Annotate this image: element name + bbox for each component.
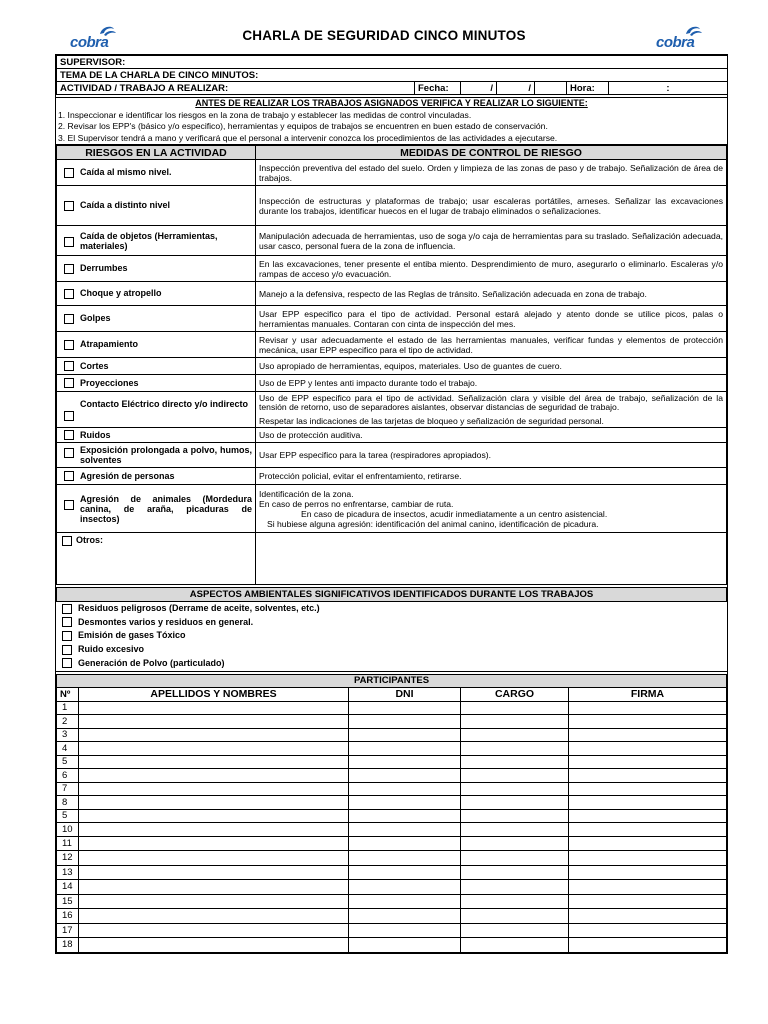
env-item: Generación de Polvo (particulado) bbox=[78, 657, 225, 668]
header-table bbox=[56, 55, 728, 95]
participant-name-field[interactable] bbox=[79, 701, 349, 715]
participant-dni-field[interactable] bbox=[349, 909, 461, 924]
participant-dni-field[interactable] bbox=[349, 701, 461, 715]
risk-row: Exposición prolongada a polvo, humos, solventes bbox=[57, 443, 256, 468]
participant-row bbox=[57, 909, 727, 924]
participant-name-field[interactable] bbox=[79, 894, 349, 909]
participant-rows bbox=[57, 701, 727, 952]
risk-row: Derrumbes bbox=[57, 256, 256, 282]
participant-number: 1 bbox=[57, 701, 79, 715]
participant-row bbox=[57, 728, 727, 742]
participant-firma-field[interactable] bbox=[569, 715, 727, 729]
participant-row bbox=[57, 865, 727, 880]
tema-field[interactable]: TEMA DE LA CHARLA DE CINCO MINUTOS: bbox=[57, 69, 728, 82]
fecha-label: Fecha: bbox=[415, 82, 461, 95]
risk-row: Caída a distinto nivel bbox=[57, 186, 256, 226]
participant-number: 12 bbox=[57, 851, 79, 866]
supervisor-field[interactable]: SUPERVISOR: bbox=[57, 56, 728, 69]
env-checkbox[interactable] bbox=[62, 658, 72, 668]
participant-cargo-field[interactable] bbox=[461, 938, 569, 953]
participant-cargo-field[interactable] bbox=[461, 809, 569, 823]
participant-firma-field[interactable] bbox=[569, 823, 727, 837]
risk-checkbox[interactable] bbox=[64, 289, 74, 299]
medidas-header: MEDIDAS DE CONTROL DE RIESGO bbox=[256, 146, 727, 160]
participant-number: 5 bbox=[57, 809, 79, 823]
participant-firma-field[interactable] bbox=[569, 742, 727, 756]
participant-number: 18 bbox=[57, 938, 79, 953]
participant-dni-field[interactable] bbox=[349, 851, 461, 866]
participant-dni-field[interactable] bbox=[349, 923, 461, 938]
riesgos-header: RIESGOS EN LA ACTIVIDAD bbox=[57, 146, 256, 160]
participant-name-field[interactable] bbox=[79, 796, 349, 810]
ambientales-list bbox=[56, 602, 727, 672]
participant-row bbox=[57, 769, 727, 783]
risk-measure: Revisar y usar adecuadamente el estado de las herramientas manuales, verificar fundas y elementos de protección mecánica, usar EPP especifico para el tipo de actividad. bbox=[256, 332, 727, 358]
risk-checkbox[interactable] bbox=[64, 500, 74, 510]
participant-cargo-field[interactable] bbox=[461, 742, 569, 756]
participant-number: 13 bbox=[57, 865, 79, 880]
participant-dni-field[interactable] bbox=[349, 836, 461, 851]
participant-name-field[interactable] bbox=[79, 823, 349, 837]
participant-cargo-field[interactable] bbox=[461, 728, 569, 742]
participant-cargo-field[interactable] bbox=[461, 865, 569, 880]
risk-measure: Manipulación adecuada de herramientas, uso de soga y/o caja de herramientas para su traslado. Señalización adecuada, usar casco, personal fuera de la zona de influencia. bbox=[256, 226, 727, 256]
participant-cargo-field[interactable] bbox=[461, 782, 569, 796]
risk-row: Ruidos bbox=[57, 428, 256, 443]
risk-checkbox[interactable] bbox=[64, 430, 74, 440]
risk-measure: Uso de EPP especifico para el tipo de actividad. Señalización clara y visible del área de trabajo, señalización de la tensión de retorno, uso de separadores aislantes, observar distancias de seguridad de trabajo. Respetar las indicaciones de las tarjetas de bloqueo y señalización de seguridad personal. bbox=[256, 392, 727, 428]
col-apellidos: APELLIDOS Y NOMBRES bbox=[79, 688, 349, 702]
participant-row bbox=[57, 742, 727, 756]
risk-row: Caída de objetos (Herramientas, materiales) bbox=[57, 226, 256, 256]
participant-cargo-field[interactable] bbox=[461, 923, 569, 938]
participant-name-field[interactable] bbox=[79, 865, 349, 880]
antes-item: 3. El Supervisor tendrá a mano y verificará que el personal a intervenir conozca los procedimientos de las actividades a ejecutarse. bbox=[58, 132, 558, 143]
participant-number: 2 bbox=[57, 715, 79, 729]
participant-name-field[interactable] bbox=[79, 755, 349, 769]
participant-dni-field[interactable] bbox=[349, 715, 461, 729]
env-item: Ruido excesivo bbox=[78, 644, 145, 655]
participant-row bbox=[57, 796, 727, 810]
participant-dni-field[interactable] bbox=[349, 809, 461, 823]
participantes-table bbox=[56, 674, 727, 953]
participant-name-field[interactable] bbox=[79, 728, 349, 742]
participant-firma-field[interactable] bbox=[569, 865, 727, 880]
participant-dni-field[interactable] bbox=[349, 823, 461, 837]
participant-number: 6 bbox=[57, 769, 79, 783]
cobra-wordmark: cobra bbox=[70, 34, 109, 51]
participant-cargo-field[interactable] bbox=[461, 894, 569, 909]
participant-row bbox=[57, 880, 727, 895]
safety-talk-form bbox=[55, 54, 728, 954]
participant-cargo-field[interactable] bbox=[461, 909, 569, 924]
participant-dni-field[interactable] bbox=[349, 782, 461, 796]
participant-number: 3 bbox=[57, 728, 79, 742]
risk-checkbox[interactable] bbox=[64, 201, 74, 211]
participant-number: 7 bbox=[57, 782, 79, 796]
participant-dni-field[interactable] bbox=[349, 865, 461, 880]
participant-firma-field[interactable] bbox=[569, 755, 727, 769]
col-cargo: CARGO bbox=[461, 688, 569, 702]
risk-checkbox[interactable] bbox=[64, 237, 74, 247]
participant-name-field[interactable] bbox=[79, 909, 349, 924]
env-checkbox[interactable] bbox=[62, 604, 72, 614]
risk-measure: Identificación de la zona. En caso de perros no enfrentarse, cambiar de ruta. En caso de picadura de insectos, acudir inmediatamente a un centro asistencial. Si hubiese alguna agresión: identificación del animal canino, identificación de picadura. bbox=[256, 485, 727, 533]
risk-measure: Uso de protección auditiva. bbox=[256, 428, 727, 443]
risk-checkbox[interactable] bbox=[64, 168, 74, 178]
participant-number: 17 bbox=[57, 923, 79, 938]
participant-cargo-field[interactable] bbox=[461, 851, 569, 866]
actividad-field[interactable]: ACTIVIDAD / TRABAJO A REALIZAR: bbox=[57, 82, 415, 95]
participant-number: 8 bbox=[57, 796, 79, 810]
risk-row: Choque y atropello bbox=[57, 282, 256, 306]
risk-measure: En las excavaciones, tener presente el entiba miento. Desprendimiento de muro, asegurarlo o eliminarlo. Escaleras y/o rampas de acceso y/o evacuación. bbox=[256, 256, 727, 282]
participant-number: 14 bbox=[57, 880, 79, 895]
risk-measure: Manejo a la defensiva, respecto de las Reglas de tránsito. Señalización adecuada en zona de trabajo. bbox=[256, 282, 727, 306]
risk-checkbox[interactable] bbox=[64, 411, 74, 421]
otros-measure-field[interactable] bbox=[256, 533, 727, 585]
risk-checkbox[interactable] bbox=[64, 471, 74, 481]
antes-section bbox=[56, 97, 727, 145]
col-dni: DNI bbox=[349, 688, 461, 702]
antes-title: ANTES DE REALIZAR LOS TRABAJOS ASIGNADOS VERIFICA Y REALIZAR LO SIGUIENTE: bbox=[195, 98, 588, 108]
participant-firma-field[interactable] bbox=[569, 880, 727, 895]
participant-name-field[interactable] bbox=[79, 742, 349, 756]
riesgos-table bbox=[56, 145, 727, 585]
participant-name-field[interactable] bbox=[79, 782, 349, 796]
participant-dni-field[interactable] bbox=[349, 769, 461, 783]
participant-cargo-field[interactable] bbox=[461, 715, 569, 729]
env-item: Emisión de gases Tóxico bbox=[78, 630, 186, 641]
fecha-day-field[interactable]: / bbox=[461, 82, 497, 95]
participant-firma-field[interactable] bbox=[569, 894, 727, 909]
risk-measure: Usar EPP especifico para el tipo de actividad. Personal estará alejado y atento donde se utilice picos, palas o herramientas manuales. Contaran con cinta de inspección del mes. bbox=[256, 306, 727, 332]
participant-number: 10 bbox=[57, 823, 79, 837]
participant-row bbox=[57, 701, 727, 715]
risk-row: Agresión de personas bbox=[57, 468, 256, 485]
participant-cargo-field[interactable] bbox=[461, 836, 569, 851]
hora-field[interactable]: : bbox=[609, 82, 728, 95]
participant-name-field[interactable] bbox=[79, 938, 349, 953]
participant-firma-field[interactable] bbox=[569, 836, 727, 851]
participant-number: 11 bbox=[57, 836, 79, 851]
risk-measure: Uso apropiado de herramientas, equipos, materiales. Uso de guantes de cuero. bbox=[256, 358, 727, 375]
participant-firma-field[interactable] bbox=[569, 769, 727, 783]
participant-number: 4 bbox=[57, 742, 79, 756]
participant-name-field[interactable] bbox=[79, 880, 349, 895]
participant-firma-field[interactable] bbox=[569, 796, 727, 810]
participant-row bbox=[57, 823, 727, 837]
participant-cargo-field[interactable] bbox=[461, 755, 569, 769]
risk-checkbox[interactable] bbox=[62, 536, 72, 546]
risk-measure: Inspección de estructuras y plataformas de trabajo; usar escaleras portátiles, arneses. Señalizar las excavaciones durante los trabajos, identificar huecos en el lugar de trabajo eliminados o señalizaciones. bbox=[256, 186, 727, 226]
participant-name-field[interactable] bbox=[79, 715, 349, 729]
risk-checkbox[interactable] bbox=[64, 314, 74, 324]
risk-checkbox[interactable] bbox=[64, 448, 74, 458]
risk-measure: Uso de EPP y lentes anti impacto durante todo el trabajo. bbox=[256, 375, 727, 392]
participant-cargo-field[interactable] bbox=[461, 880, 569, 895]
participant-row bbox=[57, 923, 727, 938]
participant-name-field[interactable] bbox=[79, 769, 349, 783]
participant-dni-field[interactable] bbox=[349, 894, 461, 909]
participant-name-field[interactable] bbox=[79, 923, 349, 938]
participant-row bbox=[57, 809, 727, 823]
participantes-title: PARTICIPANTES bbox=[57, 674, 727, 688]
env-item: Desmontes varios y residuos en general. bbox=[78, 616, 254, 627]
participant-row bbox=[57, 715, 727, 729]
risk-row: Otros: bbox=[57, 533, 256, 585]
participant-row bbox=[57, 782, 727, 796]
participant-firma-field[interactable] bbox=[569, 909, 727, 924]
risk-row: Agresión de animales (Mordedura canina, de araña, picaduras de insectos) bbox=[57, 485, 256, 533]
participant-name-field[interactable] bbox=[79, 836, 349, 851]
participant-row bbox=[57, 836, 727, 851]
ambientales-table bbox=[56, 587, 727, 602]
risk-checkbox[interactable] bbox=[64, 264, 74, 274]
participant-firma-field[interactable] bbox=[569, 923, 727, 938]
participant-firma-field[interactable] bbox=[569, 851, 727, 866]
antes-item: 2. Revisar los EPP's (básico y/o especifico), herramientas y equipos de trabajos se encuentren en buen estado de conservación. bbox=[58, 121, 548, 131]
participant-row bbox=[57, 755, 727, 769]
ambientales-title: ASPECTOS AMBIENTALES SIGNIFICATIVOS IDENTIFICADOS DURANTE LOS TRABAJOS bbox=[57, 588, 727, 602]
risk-measure: Usar EPP especifico para la tarea (respiradores apropiados). bbox=[256, 443, 727, 468]
env-checkbox[interactable] bbox=[62, 617, 72, 627]
env-item: Residuos peligrosos (Derrame de aceite, solventes, etc.) bbox=[78, 603, 320, 613]
participant-cargo-field[interactable] bbox=[461, 769, 569, 783]
risk-row: Contacto Eléctrico directo y/o indirecto bbox=[57, 392, 256, 428]
participant-number: 16 bbox=[57, 909, 79, 924]
cobra-wordmark: cobra bbox=[656, 34, 695, 51]
fecha-month-field[interactable]: / bbox=[497, 82, 535, 95]
participant-dni-field[interactable] bbox=[349, 796, 461, 810]
participant-row bbox=[57, 938, 727, 953]
participant-number: 5 bbox=[57, 755, 79, 769]
risk-row: Caída al mismo nivel. bbox=[57, 160, 256, 186]
participant-firma-field[interactable] bbox=[569, 782, 727, 796]
participant-dni-field[interactable] bbox=[349, 880, 461, 895]
participant-cargo-field[interactable] bbox=[461, 796, 569, 810]
participant-cargo-field[interactable] bbox=[461, 701, 569, 715]
antes-item: 1. Inspeccionar e identificar los riesgos en la zona de trabajo y establecer las medidas de control vinculadas. bbox=[58, 109, 472, 120]
risk-measure: Inspección preventiva del estado del suelo. Orden y limpieza de las zonas de paso y de trabajo. Señalización de área de trabajos. bbox=[256, 160, 727, 186]
risk-measure: Protección policial, evitar el enfrentamiento, retirarse. bbox=[256, 468, 727, 485]
env-checkbox[interactable] bbox=[62, 631, 72, 641]
col-firma: FIRMA bbox=[569, 688, 727, 702]
participant-name-field[interactable] bbox=[79, 851, 349, 866]
col-numero: Nº bbox=[57, 688, 79, 702]
hora-label: Hora: bbox=[567, 82, 609, 95]
participant-firma-field[interactable] bbox=[569, 728, 727, 742]
risk-row: Proyecciones bbox=[57, 375, 256, 392]
risk-row: Atrapamiento bbox=[57, 332, 256, 358]
participant-firma-field[interactable] bbox=[569, 701, 727, 715]
participant-firma-field[interactable] bbox=[569, 809, 727, 823]
participant-row bbox=[57, 894, 727, 909]
env-checkbox[interactable] bbox=[62, 645, 72, 655]
participant-row bbox=[57, 851, 727, 866]
page-title: CHARLA DE SEGURIDAD CINCO MINUTOS bbox=[242, 28, 526, 43]
participant-dni-field[interactable] bbox=[349, 938, 461, 953]
risk-row: Golpes bbox=[57, 306, 256, 332]
risk-checkbox[interactable] bbox=[64, 361, 74, 371]
fecha-year-field[interactable] bbox=[535, 82, 567, 95]
participant-name-field[interactable] bbox=[79, 809, 349, 823]
participant-dni-field[interactable] bbox=[349, 755, 461, 769]
risk-row: Cortes bbox=[57, 358, 256, 375]
participant-dni-field[interactable] bbox=[349, 742, 461, 756]
participant-number: 15 bbox=[57, 894, 79, 909]
risk-checkbox[interactable] bbox=[64, 378, 74, 388]
participant-firma-field[interactable] bbox=[569, 938, 727, 953]
risk-checkbox[interactable] bbox=[64, 340, 74, 350]
participant-dni-field[interactable] bbox=[349, 728, 461, 742]
participant-cargo-field[interactable] bbox=[461, 823, 569, 837]
